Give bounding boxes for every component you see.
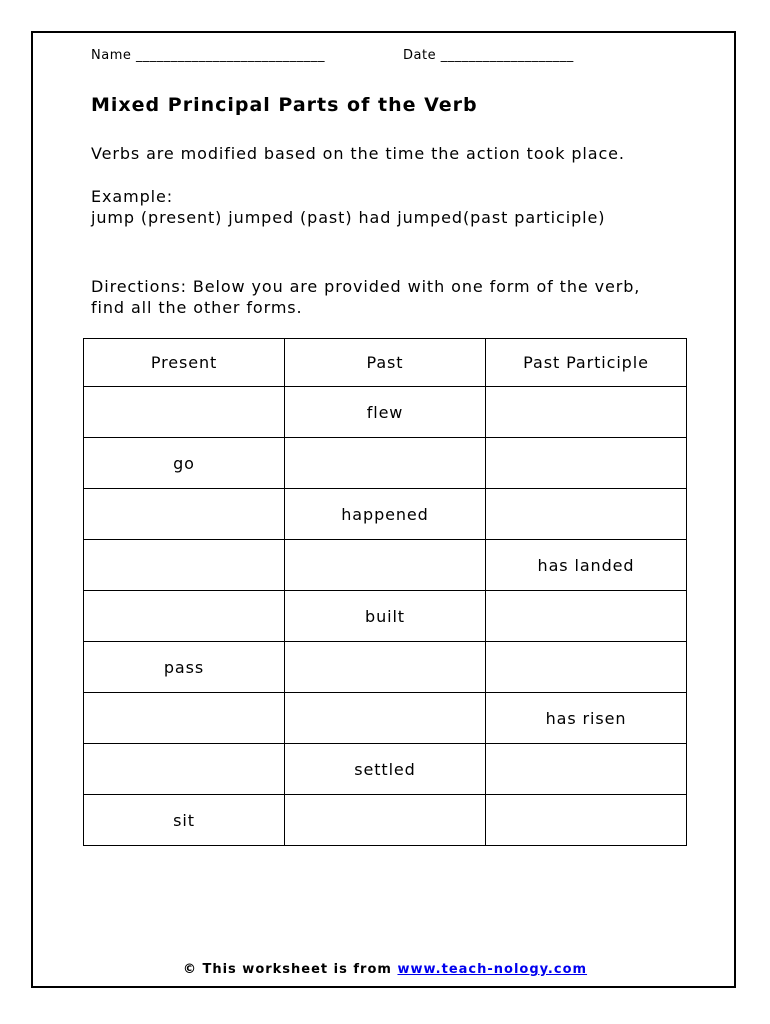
table-header-row bbox=[84, 339, 687, 387]
cell-past-participle[interactable] bbox=[486, 591, 687, 642]
cell-present[interactable] bbox=[84, 387, 285, 438]
footer-credit bbox=[0, 962, 770, 977]
cell-present[interactable]: sit bbox=[84, 795, 285, 846]
cell-past-participle[interactable] bbox=[486, 795, 687, 846]
directions-block bbox=[91, 276, 640, 318]
cell-past-participle[interactable]: has landed bbox=[486, 540, 687, 591]
table-row bbox=[84, 795, 687, 846]
name-field: Name ___________________________ bbox=[91, 48, 325, 63]
cell-present[interactable] bbox=[84, 489, 285, 540]
cell-past-participle[interactable] bbox=[486, 744, 687, 795]
verb-forms-table bbox=[83, 338, 687, 846]
worksheet-title: Mixed Principal Parts of the Verb bbox=[91, 94, 478, 116]
cell-past[interactable] bbox=[285, 540, 486, 591]
cell-present[interactable] bbox=[84, 591, 285, 642]
cell-past[interactable]: flew bbox=[285, 387, 486, 438]
teach-nology-link[interactable]: www.teach-nology.com bbox=[397, 962, 588, 977]
table-row bbox=[84, 438, 687, 489]
header-past-participle: Past Participle bbox=[486, 339, 687, 387]
cell-past[interactable] bbox=[285, 438, 486, 489]
intro-text: Verbs are modified based on the time the action took place. bbox=[91, 144, 625, 163]
directions-line-2: find all the other forms. bbox=[91, 298, 303, 317]
cell-past-participle[interactable] bbox=[486, 387, 687, 438]
table-row bbox=[84, 744, 687, 795]
table-row bbox=[84, 489, 687, 540]
cell-present[interactable]: go bbox=[84, 438, 285, 489]
cell-past-participle[interactable] bbox=[486, 438, 687, 489]
example-label: Example: bbox=[91, 187, 174, 206]
table-row bbox=[84, 540, 687, 591]
cell-present[interactable] bbox=[84, 540, 285, 591]
cell-past-participle[interactable] bbox=[486, 489, 687, 540]
example-text: jump (present) jumped (past) had jumped(past participle) bbox=[91, 208, 606, 227]
cell-present[interactable]: pass bbox=[84, 642, 285, 693]
cell-past-participle[interactable]: has risen bbox=[486, 693, 687, 744]
cell-present[interactable] bbox=[84, 693, 285, 744]
cell-past[interactable] bbox=[285, 693, 486, 744]
directions-line-1: Directions: Below you are provided with one form of the verb, bbox=[91, 277, 641, 296]
cell-past[interactable] bbox=[285, 795, 486, 846]
table-row bbox=[84, 591, 687, 642]
cell-past-participle[interactable] bbox=[486, 642, 687, 693]
date-field: Date ___________________ bbox=[403, 48, 574, 63]
cell-past[interactable]: built bbox=[285, 591, 486, 642]
cell-past[interactable] bbox=[285, 642, 486, 693]
table-row bbox=[84, 693, 687, 744]
example-block bbox=[91, 186, 605, 228]
cell-present[interactable] bbox=[84, 744, 285, 795]
header-past: Past bbox=[285, 339, 486, 387]
cell-past[interactable]: happened bbox=[285, 489, 486, 540]
header-present: Present bbox=[84, 339, 285, 387]
table-row bbox=[84, 387, 687, 438]
footer-text: © This worksheet is from bbox=[182, 962, 392, 977]
table-row bbox=[84, 642, 687, 693]
cell-past[interactable]: settled bbox=[285, 744, 486, 795]
